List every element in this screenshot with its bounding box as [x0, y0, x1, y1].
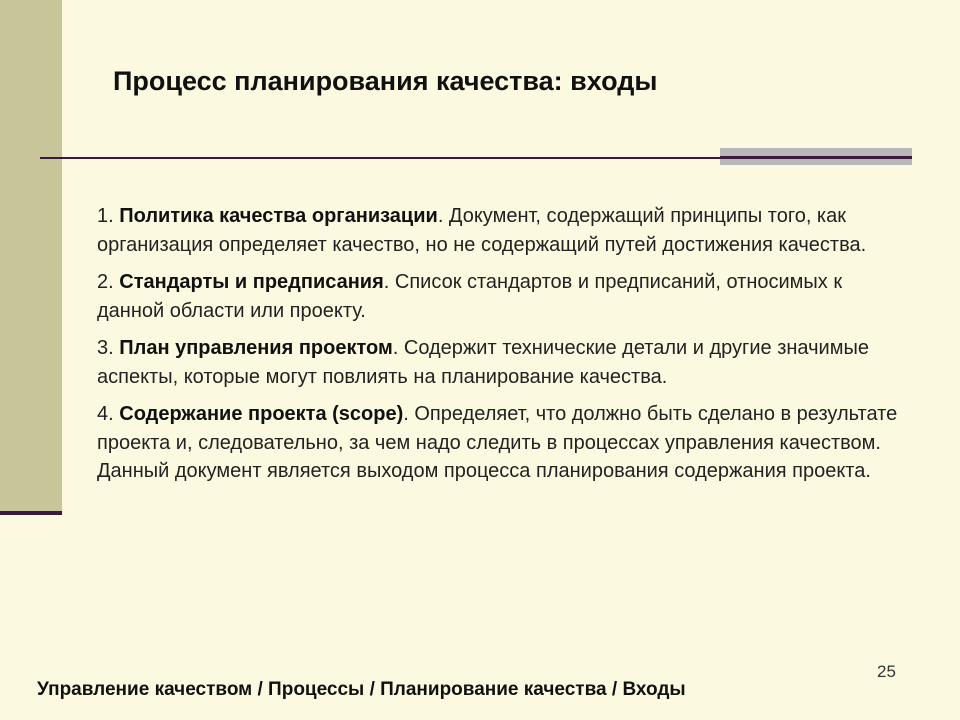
item-description: . Определяет, что должно быть сделано в результате проекта и, следовательно, за чем надо следить в процессах управления качеством. Данный документ является выходом процесса планирования содержания проекта. — [97, 403, 898, 482]
item-description: . Список стандартов и предписаний, относимых к данной области или проекту. — [97, 271, 843, 322]
list-item — [97, 202, 907, 259]
item-number: 4. — [97, 403, 120, 425]
item-description: . Содержит технические детали и другие значимые аспекты, которые могут повлиять на планирование качества. — [97, 337, 869, 388]
item-number: 3. — [97, 337, 120, 359]
item-term: Содержание проекта (scope) — [119, 403, 404, 425]
list-item — [97, 400, 907, 486]
item-description: . Документ, содержащий принципы того, как организация определяет качество, но не содержащий путей достижения качества. — [97, 205, 867, 256]
item-number: 1. — [97, 205, 120, 227]
list-item — [97, 268, 907, 325]
item-term: План управления проектом — [119, 337, 393, 359]
left-band-rule — [0, 511, 62, 515]
left-decorative-band — [0, 0, 62, 512]
item-number: 2. — [97, 271, 120, 293]
title-accent-rule — [720, 156, 912, 159]
slide-title: Процесс планирования качества: входы — [113, 66, 658, 96]
list-item — [97, 334, 907, 391]
page-number: 25 — [877, 662, 896, 681]
footer-breadcrumb: Управление качеством / Процессы / Планирование качества / Входы — [37, 679, 686, 700]
item-term: Политика качества организации — [119, 205, 438, 227]
inputs-list — [97, 202, 907, 495]
item-term: Стандарты и предписания — [119, 271, 384, 293]
